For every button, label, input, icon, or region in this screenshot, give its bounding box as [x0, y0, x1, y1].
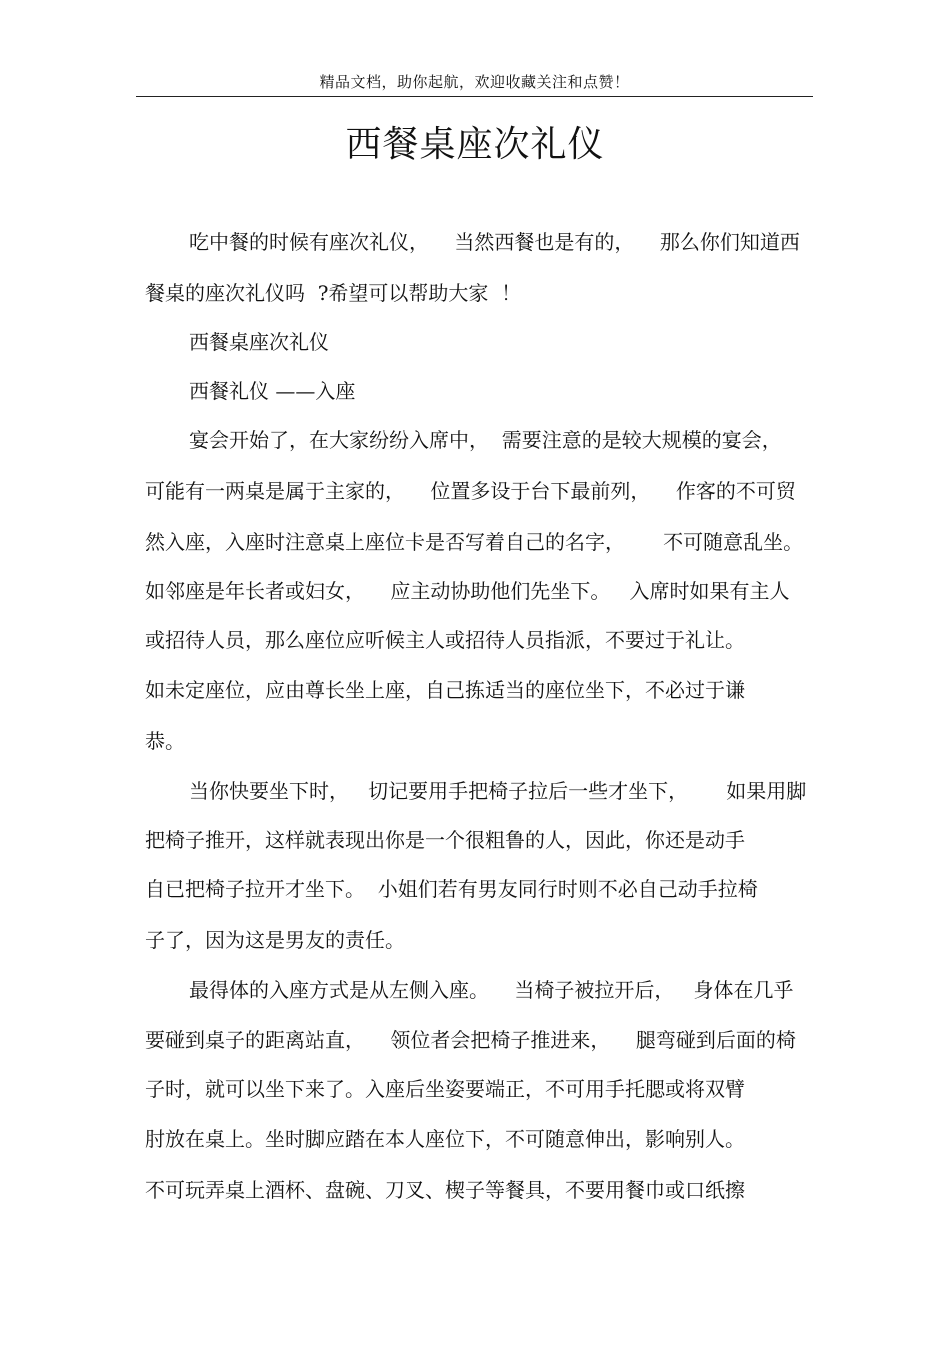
- body-line: 或招待人员，那么座位应听候主人或招待人员指派，不要过于礼让。: [145, 628, 745, 652]
- body-line: 如未定座位，应由尊长坐上座，自己拣适当的座位坐下，不必过于谦: [145, 678, 745, 702]
- body-line: 可能有一两桌是属于主家的， 位置多设于台下最前列， 作客的不可贸: [145, 479, 796, 503]
- body-line: 自已把椅子拉开才坐下。 小姐们若有男友同行时则不必自己动手拉椅: [145, 877, 758, 901]
- body-line: 子了，因为这是男友的责任。: [145, 928, 405, 952]
- body-line: 子时，就可以坐下来了。入座后坐姿要端正，不可用手托腮或将双臂: [145, 1077, 745, 1101]
- body-line: 餐桌的座次礼仪吗 ?希望可以帮助大家 ！: [145, 281, 522, 305]
- body-line: 肘放在桌上。坐时脚应踏在本人座位下，不可随意伸出，影响别人。: [145, 1127, 745, 1151]
- body-line: 最得体的入座方式是从左侧入座。 当椅子被拉开后， 身体在几乎: [189, 978, 794, 1002]
- header-text: 精品文档，助你起航，欢迎收藏关注和点赞！: [319, 73, 630, 91]
- section-heading: 西餐桌座次礼仪: [189, 330, 329, 354]
- body-line: 然入座，入座时注意桌上座位卡是否写着自己的名字， 不可随意乱坐。: [145, 530, 804, 554]
- body-line: 恭。: [145, 729, 185, 753]
- body-line: 宴会开始了，在大家纷纷入席中， 需要注意的是较大规模的宴会，: [189, 428, 782, 452]
- page-header: [136, 68, 813, 97]
- document-title: 西餐桌座次礼仪: [345, 124, 605, 165]
- body-line: 不可玩弄桌上酒杯、盘碗、刀叉、楔子等餐具，不要用餐巾或口纸擦: [145, 1178, 745, 1202]
- body-line: 把椅子推开，这样就表现出你是一个很粗鲁的人，因此，你还是动手: [145, 828, 745, 852]
- body-line: 吃中餐的时候有座次礼仪， 当然西餐也是有的， 那么你们知道西: [189, 230, 800, 254]
- body-line: 要碰到桌子的距离站直， 领位者会把椅子推进来， 腿弯碰到后面的椅: [145, 1028, 796, 1052]
- section-subheading: 西餐礼仪 ——入座: [189, 379, 356, 403]
- body-line: 当你快要坐下时， 切记要用手把椅子拉后一些才坐下， 如果用脚: [189, 779, 807, 803]
- body-line: 如邻座是年长者或妇女， 应主动协助他们先坐下。 入席时如果有主人: [145, 579, 790, 603]
